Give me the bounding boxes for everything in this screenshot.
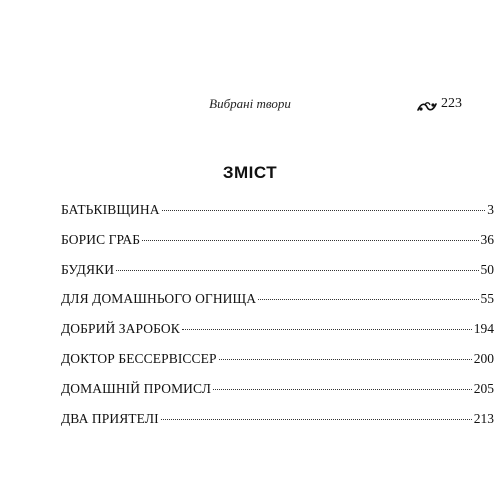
toc-entry-page: 194 (473, 321, 494, 337)
toc-entry-page: 205 (473, 380, 494, 396)
toc-entry[interactable] (61, 258, 494, 288)
fleuron-ornament-icon (417, 98, 437, 110)
toc-entry[interactable] (61, 287, 494, 317)
page-number-block (417, 95, 462, 113)
toc-entry-title: ДВА ПРИЯТЕЛІ (61, 410, 159, 426)
toc-entry-page: 200 (473, 350, 494, 366)
toc-entry-page: 36 (480, 231, 494, 247)
toc-entry-page: 55 (480, 291, 494, 307)
dot-leader (116, 270, 478, 271)
toc-entry-page: 213 (473, 410, 494, 426)
toc-entry[interactable] (61, 198, 494, 228)
toc-entry-title: ДОБРИЙ ЗАРОБОК (61, 321, 180, 337)
toc-entry[interactable] (61, 317, 494, 347)
toc-entry[interactable] (61, 407, 494, 437)
toc-entry-title: ДЛЯ ДОМАШНЬОГО ОГНИЩА (61, 291, 257, 307)
toc-entry-title: БАТЬКІВЩИНА (61, 202, 160, 217)
running-header (0, 95, 500, 115)
dot-leader (258, 299, 478, 300)
toc-entry[interactable] (61, 347, 494, 377)
toc-entry-title: ДОМАШНІЙ ПРОМИСЛ (61, 380, 212, 396)
toc-entry-title: БУДЯКИ (61, 261, 115, 277)
book-title: Вибрані твори (209, 96, 291, 111)
dot-leader (182, 329, 472, 330)
toc-entry-page: 50 (480, 261, 494, 277)
table-of-contents (61, 198, 494, 436)
dot-leader (161, 419, 472, 420)
dot-leader (213, 389, 472, 390)
dot-leader (162, 210, 486, 211)
dot-leader (142, 240, 478, 241)
toc-entry[interactable] (61, 377, 494, 407)
toc-entry[interactable] (61, 228, 494, 258)
toc-heading: ЗМІСТ (222, 163, 278, 182)
dot-leader (219, 359, 472, 360)
toc-entry-page: 3 (487, 202, 494, 217)
toc-entry-title: ДОКТОР БЕССЕРВІССЕР (61, 350, 217, 366)
toc-entry-title: БОРИС ГРАБ (61, 231, 141, 247)
page-number: 223 (441, 96, 462, 111)
